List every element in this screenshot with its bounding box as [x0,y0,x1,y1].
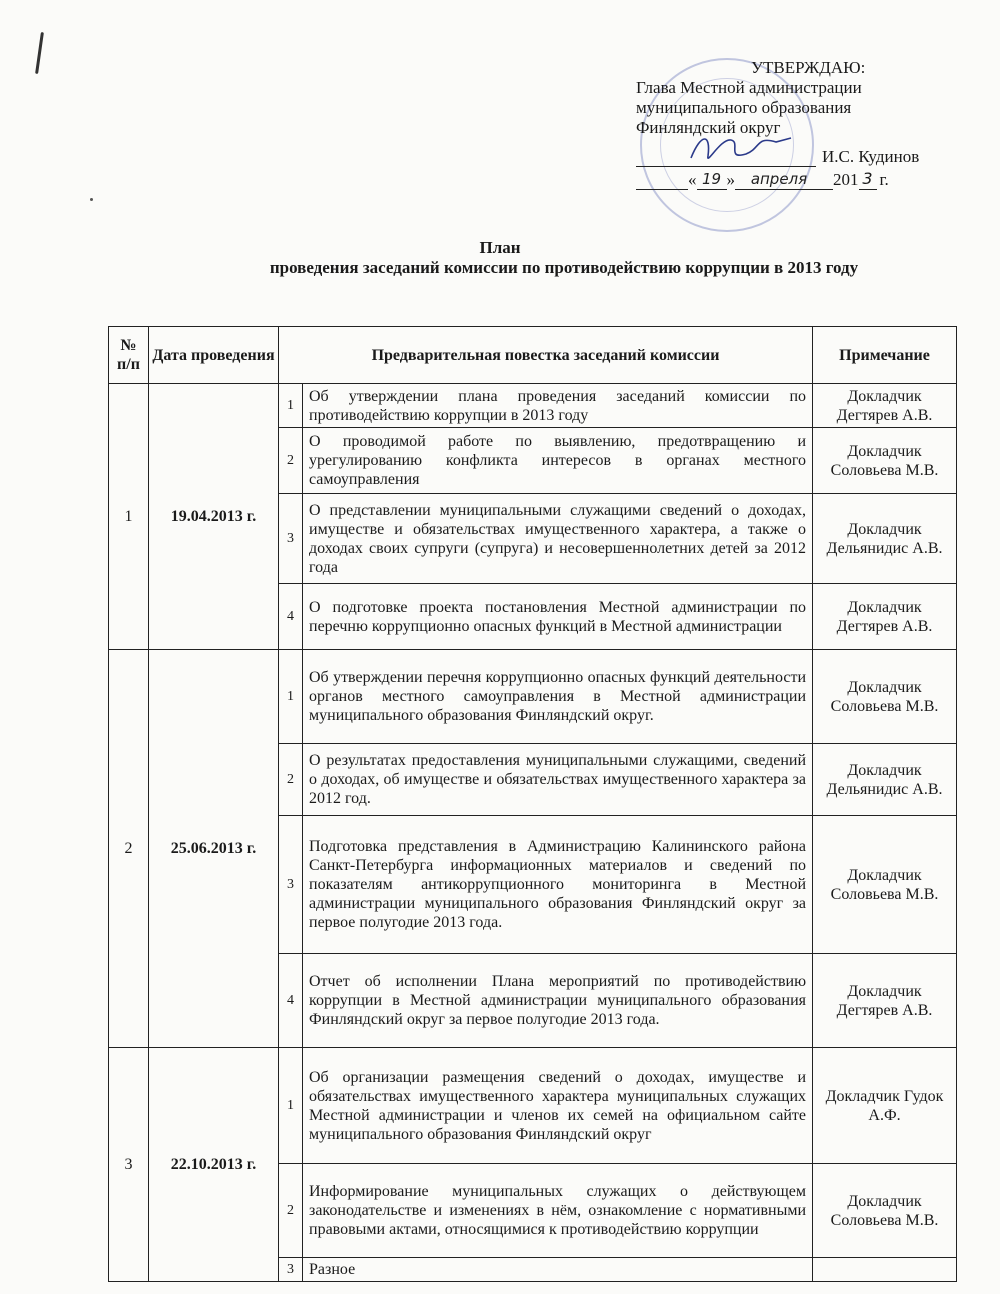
item-num: 3 [279,1258,303,1282]
date-month: апреля [735,169,823,190]
approval-heading: УТВЕРЖДАЮ: [751,58,866,77]
item-num: 4 [279,584,303,650]
item-text: О проводимой работе по выявлению, предотвращению и урегулированию конфликта интересов в органах местного самоуправления [303,428,813,494]
item-note: Докладчик Дельянидис А.В. [813,744,957,816]
item-num: 4 [279,954,303,1048]
meeting-num: 2 [109,650,149,1048]
item-num: 3 [279,816,303,954]
item-text: О результатах предоставления муниципальными служащими, сведений о доходах, об имуществе и обязательствах имущественного характера за 2012 год. [303,744,813,816]
meeting-date: 22.10.2013 г. [149,1048,279,1282]
header-date: Дата проведения [149,327,279,384]
meeting-num: 3 [109,1048,149,1282]
item-text: Разное [303,1258,813,1282]
item-note [813,1258,957,1282]
title-sub: проведения заседаний комисcии по противодействию коррупции в 2013 году [269,258,859,277]
date-day: 19 [697,169,727,190]
plan-table [108,326,957,1282]
item-text: Об утверждении плана проведения заседаний комиссии по противодействию коррупции в 2013 году [303,384,813,428]
item-text: Информирование муниципальных служащих о действующем законодательстве и изменениях в нём, ознакомление с нормативными правовыми актами, относящимися к противодействию коррупции [303,1164,813,1258]
item-num: 1 [279,384,303,428]
item-text: Об организации размещения сведений о доходах, имуществе и обязательствах имущественного характера муниципальных служащих Местной администрации и членов их семей на официальном сайте муниципального образования Финляндский округ [303,1048,813,1164]
header-note: Примечание [813,327,957,384]
table-row [109,384,957,428]
date-suffix: г. [879,170,889,189]
approval-line-2: муниципального образования [636,98,852,117]
document-title [0,238,1000,278]
item-num: 3 [279,494,303,584]
approval-date [636,169,966,190]
item-text: О представлении муниципальными служащими сведений о доходах, имуществе и обязательствах имущественного характера, а также о доходах своих супруги (супруга) и несовершеннолетних детей за 2012 года [303,494,813,584]
header-agenda: Предварительная повестка заседаний комиссии [279,327,813,384]
table-header-row [109,327,957,384]
signature-scribble [686,128,796,168]
date-open-quote: « [688,170,697,189]
scan-dot [90,198,93,201]
date-year-prefix: 201 [833,170,859,189]
signature-field [636,142,816,167]
header-num: № п/п [109,327,149,384]
item-note: Докладчик Дегтярев А.В. [813,954,957,1048]
item-note: Докладчик Дегтярев А.В. [813,384,957,428]
item-note: Докладчик Гудок А.Ф. [813,1048,957,1164]
meeting-date: 25.06.2013 г. [149,650,279,1048]
item-num: 1 [279,1048,303,1164]
item-note: Докладчик Дегтярев А.В. [813,584,957,650]
date-year-digit: 3 [859,169,877,190]
table-row [109,1048,957,1164]
approval-line-1: Глава Местной администрации [636,78,862,97]
meeting-date: 19.04.2013 г. [149,384,279,650]
approval-block [636,58,966,190]
approval-line-3: Финляндский округ [636,118,781,137]
title-main: План [479,238,521,257]
item-note: Докладчик Соловьева М.В. [813,650,957,744]
signature-line [636,142,966,167]
item-num: 2 [279,428,303,494]
item-note: Докладчик Соловьева М.В. [813,428,957,494]
meeting-num: 1 [109,384,149,650]
item-text: О подготовке проекта постановления Местной администрации по перечню коррупционно опасных функций в Местной администрации [303,584,813,650]
item-note: Докладчик Соловьева М.В. [813,816,957,954]
item-num: 1 [279,650,303,744]
item-note: Докладчик Дельянидис А.В. [813,494,957,584]
table-row [109,650,957,744]
date-close-quote: » [726,170,735,189]
item-num: 2 [279,744,303,816]
item-note: Докладчик Соловьева М.В. [813,1164,957,1258]
signatory-name: И.С. Кудинов [822,147,920,166]
item-text: Подготовка представления в Администрацию Калининского района Санкт-Петербурга информационных материалов и сведений по показателям антикоррупционного мониторинга в Местной администрации муниципального образования Финляндский округ за первое полугодие 2013 года. [303,816,813,954]
item-num: 2 [279,1164,303,1258]
pen-mark [35,32,44,74]
item-text: Об утверждении перечня коррупционно опасных функций деятельности органов местного самоуправления в Местной администрации муниципального образования Финляндский округ. [303,650,813,744]
item-text: Отчет об исполнении Плана мероприятий по противодействию коррупции в Местной администрации муниципального образования Финляндский округ за первое полугодие 2013 года. [303,954,813,1048]
